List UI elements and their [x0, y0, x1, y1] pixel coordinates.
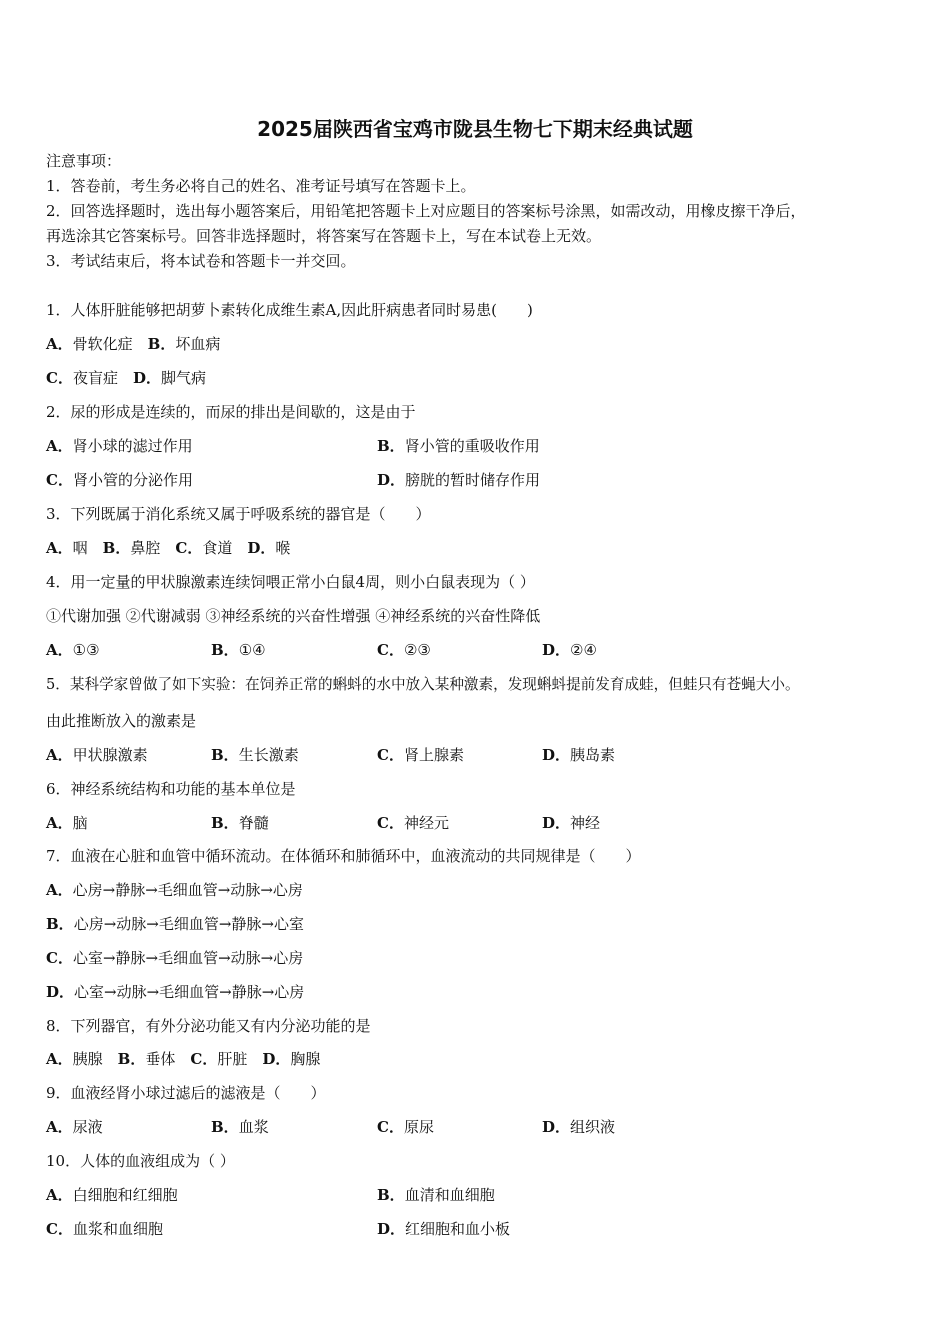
option-d: [542, 640, 597, 660]
option-text: 骨软化症: [72, 335, 133, 353]
option-text: 肝脏: [217, 1050, 248, 1068]
option-b: [211, 640, 266, 660]
option-d: [377, 1219, 510, 1239]
question-stem: 3．下列既属于消化系统又属于呼吸系统的器官是（ ）: [46, 505, 431, 523]
option-text: ②③: [403, 641, 431, 659]
option-text: 心房→静脉→毛细血管→动脉→心房: [72, 881, 303, 899]
option-label: B．: [211, 641, 239, 659]
option-b: [211, 745, 299, 765]
option-a: [46, 880, 303, 900]
option-label: D．: [247, 539, 276, 557]
option-text: ①④: [238, 641, 266, 659]
option-b: [46, 914, 304, 934]
option-text: 肾小管的分泌作用: [72, 471, 193, 489]
option-b: [377, 1185, 495, 1205]
option-b: [377, 436, 540, 456]
option-label: B．: [211, 814, 239, 832]
option-label: C．: [190, 1050, 218, 1068]
option-label: D．: [46, 983, 75, 1001]
option-a: [46, 813, 88, 833]
option-text: 甲状腺激素: [72, 746, 148, 764]
option-text: 心室→静脉→毛细血管→动脉→心房: [72, 949, 304, 967]
option-text: 咽: [72, 539, 88, 557]
option-text: 肾小管的重吸收作用: [404, 437, 540, 455]
notice-heading: 注意事项：: [46, 152, 122, 170]
option-d: [542, 813, 600, 833]
option-text: 喉: [275, 539, 291, 557]
question-stem: 9．血液经肾小球过滤后的滤液是（ ）: [46, 1084, 326, 1102]
option-text: 血浆: [238, 1118, 269, 1136]
option-label: D．: [132, 369, 161, 387]
option-text: 生长激素: [238, 746, 299, 764]
option-label: C．: [46, 471, 73, 489]
option-label: B．: [147, 335, 176, 353]
option-text: 胰腺: [72, 1050, 103, 1068]
option-text: 组织液: [570, 1118, 616, 1136]
option-text: 尿液: [72, 1118, 103, 1136]
option-label: A．: [46, 1118, 73, 1136]
option-label: D．: [377, 471, 406, 489]
option-text: 心室→动脉→毛细血管→静脉→心房: [74, 983, 305, 1001]
option-label: A．: [46, 1050, 73, 1068]
option-a: [46, 436, 193, 456]
option-text: 脊髓: [238, 814, 269, 832]
option-c: [377, 1117, 434, 1137]
option-label: C．: [46, 1220, 73, 1238]
option-text: 夜盲症: [72, 369, 118, 387]
question-stem: 2．尿的形成是连续的，而尿的排出是间歇的，这是由于: [46, 403, 416, 421]
option-text: 白细胞和红细胞: [72, 1186, 178, 1204]
option-label: B．: [211, 746, 239, 764]
option-text: ②④: [570, 641, 597, 659]
option-text: 血清和血细胞: [404, 1186, 495, 1204]
option-text: 脑: [72, 814, 88, 832]
option-row: [46, 334, 220, 354]
option-text: 心房→动脉→毛细血管→静脉→心室: [73, 915, 304, 933]
option-c: [46, 470, 193, 490]
option-text: 胸腺: [290, 1050, 321, 1068]
option-row: [46, 1049, 320, 1069]
option-label: C．: [377, 641, 404, 659]
option-text: 神经: [570, 814, 601, 832]
option-label: A．: [46, 641, 73, 659]
option-label: C．: [46, 369, 73, 387]
option-label: D．: [542, 814, 571, 832]
option-label: D．: [542, 1118, 571, 1136]
option-a: [46, 640, 100, 660]
question-stem-cont: 由此推断放入的激素是: [46, 712, 197, 730]
notice-line: 1．答卷前，考生务必将自己的姓名、准考证号填写在答题卡上。: [46, 177, 476, 195]
option-text: 鼻腔: [130, 539, 161, 557]
option-text: 原尿: [403, 1118, 434, 1136]
option-text: 垂体: [145, 1050, 176, 1068]
option-label: D．: [542, 746, 571, 764]
option-label: B．: [211, 1118, 239, 1136]
option-c: [377, 640, 431, 660]
option-text: 神经元: [403, 814, 449, 832]
option-label: B．: [46, 915, 74, 933]
option-label: B．: [117, 1050, 146, 1068]
option-d: [542, 1117, 615, 1137]
option-label: B．: [102, 539, 131, 557]
option-label: C．: [175, 539, 203, 557]
option-c: [46, 948, 303, 968]
option-label: A．: [46, 1186, 73, 1204]
option-label: C．: [377, 1118, 404, 1136]
question-stem: 7．血液在心脏和血管中循环流动。在体循环和肺循环中，血液流动的共同规律是（ ）: [46, 847, 641, 865]
option-c: [46, 1219, 163, 1239]
option-b: [211, 1117, 269, 1137]
option-label: A．: [46, 539, 73, 557]
notice-line: 2．回答选择题时，选出每小题答案后，用铅笔把答题卡上对应题目的答案标号涂黑，如需改动，用橡皮擦干净后，: [46, 202, 806, 220]
question-stem: 8．下列器官，有外分泌功能又有内分泌功能的是: [46, 1017, 371, 1035]
option-text: 肾小球的滤过作用: [72, 437, 193, 455]
option-a: [46, 1117, 103, 1137]
option-c: [377, 813, 449, 833]
option-label: C．: [377, 746, 404, 764]
option-row: [46, 538, 290, 558]
option-row: [46, 368, 206, 388]
option-label: A．: [46, 335, 73, 353]
question-stem: 6．神经系统结构和功能的基本单位是: [46, 780, 296, 798]
option-text: 脚气病: [161, 369, 207, 387]
option-text: ①③: [72, 641, 100, 659]
page-title: 2025届陕西省宝鸡市陇县生物七下期末经典试题: [257, 117, 693, 141]
notice-line: 再选涂其它答案标号。回答非选择题时，将答案写在答题卡上，写在本试卷上无效。: [46, 227, 602, 245]
option-d: [46, 982, 304, 1002]
option-text: 食道: [202, 539, 233, 557]
question-stem: 4．用一定量的甲状腺激素连续饲喂正常小白鼠4周，则小白鼠表现为（ ）: [46, 573, 535, 591]
option-label: A．: [46, 746, 73, 764]
option-text: 红细胞和血小板: [405, 1220, 511, 1238]
option-a: [46, 745, 148, 765]
option-label: C．: [377, 814, 404, 832]
option-label: A．: [46, 437, 73, 455]
option-label: C．: [46, 949, 73, 967]
option-a: [46, 1185, 178, 1205]
option-c: [377, 745, 464, 765]
question-stem: 5．某科学家曾做了如下实验：在饲养正常的蝌蚪的水中放入某种激素，发现蝌蚪提前发育成蛙，但蛙只有苍蝇大小。: [46, 676, 800, 693]
option-label: A．: [46, 814, 73, 832]
question-stem: 10．人体的血液组成为（ ）: [46, 1152, 235, 1170]
option-text: 血浆和血细胞: [72, 1220, 163, 1238]
option-label: D．: [262, 1050, 291, 1068]
option-d: [377, 470, 540, 490]
option-b: [211, 813, 269, 833]
question-extra: ①代谢加强 ②代谢减弱 ③神经系统的兴奋性增强 ④神经系统的兴奋性降低: [46, 607, 541, 625]
option-text: 胰岛素: [570, 746, 616, 764]
option-text: 坏血病: [175, 335, 221, 353]
option-label: D．: [377, 1220, 406, 1238]
option-text: 肾上腺素: [403, 746, 464, 764]
option-label: B．: [377, 1186, 405, 1204]
option-d: [542, 745, 615, 765]
notice-line: 3．考试结束后，将本试卷和答题卡一并交回。: [46, 252, 356, 270]
question-stem: 1．人体肝脏能够把胡萝卜素转化成维生素A,因此肝病患者同时易患( ): [46, 301, 533, 319]
option-label: B．: [377, 437, 405, 455]
option-text: 膀胱的暂时储存作用: [405, 471, 541, 489]
option-label: D．: [542, 641, 571, 659]
option-label: A．: [46, 881, 73, 899]
